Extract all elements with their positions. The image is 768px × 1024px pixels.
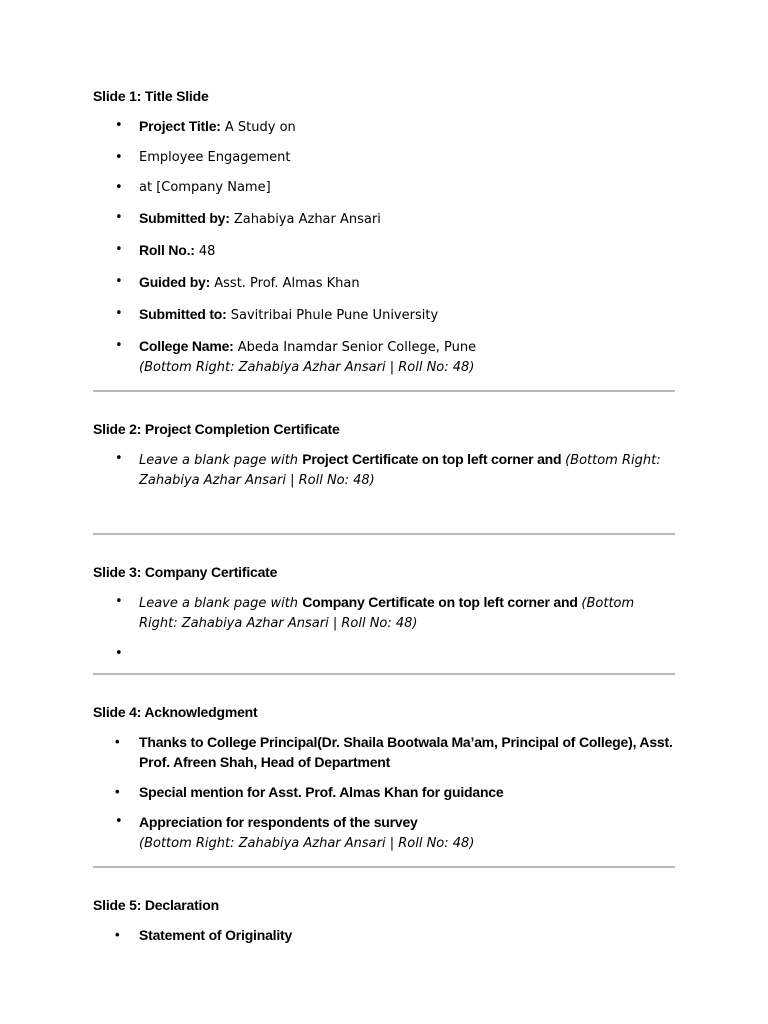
bullet-icon: • <box>115 338 123 353</box>
slide2-list <box>93 449 675 491</box>
slide4-item-special-mention: • Special mention for Asst. Prof. Almas Khan for guidance <box>115 784 504 800</box>
slide1-item-submitted-by: • Submitted by: Zahabiya Azhar Ansari <box>115 210 381 227</box>
slide4-item-thanks: • Thanks to College Principal(Dr. Shaila Bootwala Ma’am, Principal of College), Asst. Prof. Afreen Shah, Head of Department <box>115 734 673 770</box>
bullet-icon: • <box>115 180 123 195</box>
section-divider <box>93 533 675 535</box>
slide3-empty-item <box>93 644 675 664</box>
bullet-icon: • <box>115 150 123 165</box>
section-divider <box>93 390 675 392</box>
slide1-item-company: • at [Company Name] <box>93 178 675 198</box>
slide3-item: • Leave a blank page with Company Certificate on top left corner and (Bottom Right: Zahabiya Azhar Ansari | Roll No: 48) <box>115 594 635 631</box>
slide5-item-statement: • Statement of Originality <box>115 927 293 943</box>
slide1-item-project-title: • Project Title: A Study on <box>115 118 296 135</box>
slide4-list <box>93 732 675 854</box>
slide1-item-college-name: • College Name: Abeda Inamdar Senior College, Pune (Bottom Right: Zahabiya Azhar Ansari | Roll No: 48) <box>115 338 477 375</box>
bullet-icon: • <box>115 784 120 799</box>
bullet-icon: • <box>115 306 123 321</box>
bullet-icon: • <box>115 242 123 257</box>
bullet-icon: • <box>115 646 123 661</box>
bullet-icon: • <box>115 814 123 829</box>
section-divider <box>93 866 675 868</box>
slide3-heading: Slide 3: Company Certificate <box>93 564 278 580</box>
slide2-heading: Slide 2: Project Completion Certificate <box>93 421 340 437</box>
slide4-footer-note: (Bottom Right: Zahabiya Azhar Ansari | Roll No: 48) <box>139 836 475 851</box>
slide4-heading: Slide 4: Acknowledgment <box>93 704 258 720</box>
bullet-icon: • <box>115 734 120 749</box>
slide3-list <box>93 592 675 664</box>
bullet-icon: • <box>115 210 123 225</box>
bullet-icon: • <box>115 594 123 609</box>
slide1-item-submitted-to: • Submitted to: Savitribai Phule Pune University <box>115 306 439 323</box>
slide5-list <box>93 925 675 945</box>
slide5-heading: Slide 5: Declaration <box>93 897 219 913</box>
slide1-item-topic: • Employee Engagement <box>93 148 675 168</box>
slide1-list <box>93 116 675 378</box>
bullet-icon: • <box>115 927 120 942</box>
bullet-icon: • <box>115 451 123 466</box>
slide1-footer-note: (Bottom Right: Zahabiya Azhar Ansari | Roll No: 48) <box>139 360 475 375</box>
slide1-item-roll-no: • Roll No.: 48 <box>115 242 216 259</box>
slide1-item-guided-by: • Guided by: Asst. Prof. Almas Khan <box>115 274 360 291</box>
bullet-icon: • <box>115 274 123 289</box>
slide4-item-appreciation: • Appreciation for respondents of the survey (Bottom Right: Zahabiya Azhar Ansari | Roll No: 48) <box>115 814 475 851</box>
document-page <box>93 86 675 945</box>
slide1-heading: Slide 1: Title Slide <box>93 88 209 104</box>
section-divider <box>93 673 675 675</box>
slide2-item: • Leave a blank page with Project Certificate on top left corner and (Bottom Right: Zahabiya Azhar Ansari | Roll No: 48) <box>115 451 661 488</box>
bullet-icon: • <box>115 118 123 133</box>
